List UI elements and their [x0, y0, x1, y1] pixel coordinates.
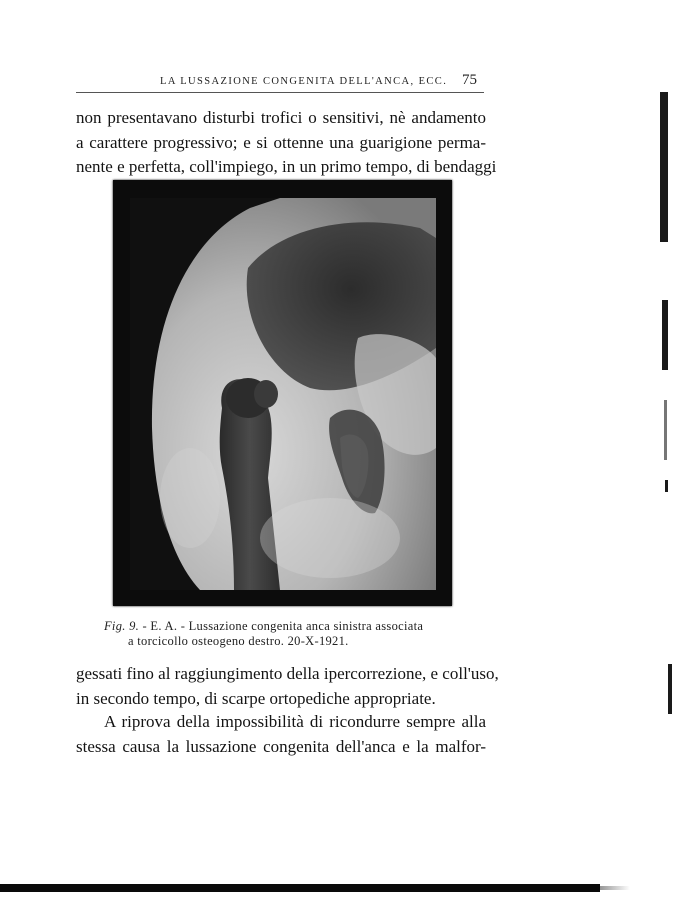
running-header: LA LUSSAZIONE CONGENITA DELL'ANCA, ECC. [160, 76, 448, 87]
scan-edge-mark [662, 300, 668, 370]
figure-frame [113, 180, 452, 606]
xray-image [130, 198, 436, 590]
scan-bottom-edge [0, 884, 600, 892]
figure-label: Fig. 9. [104, 619, 140, 633]
scan-edge-mark [665, 480, 668, 492]
paragraph-2 [76, 662, 499, 711]
caption-line-1: - E. A. - Lussazione congenita anca sinistra associata [142, 619, 424, 633]
caption-line-2: a torcicollo osteogeno destro. 20-X-1921. [128, 633, 349, 648]
page-number: 75 [462, 72, 477, 88]
text-line: a carattere progressivo; e si ottenne una guarigione perma- [76, 132, 486, 152]
text-line: nente e perfetta, coll'impiego, in un primo tempo, di bendaggi [76, 157, 497, 176]
text-line: gessati fino al raggiungimento della ipercorrezione, e coll'uso, [76, 664, 499, 683]
text-line: in secondo tempo, di scarpe ortopediche appropriate. [76, 688, 436, 708]
paragraph-1 [76, 106, 497, 180]
figure-caption [104, 619, 464, 648]
scan-edge-mark [660, 92, 668, 242]
text-line: stessa causa la lussazione congenita dell'anca e la malfor- [76, 736, 486, 756]
scan-edge-mark [664, 400, 667, 460]
text-line: non presentavano disturbi trofici o sensitivi, nè andamento [76, 108, 486, 127]
paragraph-3 [76, 710, 486, 759]
text-line: A riprova della impossibilità di ricondurre sempre alla [104, 712, 486, 731]
header-rule [76, 92, 484, 93]
scan-bottom-edge-tail [560, 886, 630, 890]
scan-edge-mark [668, 664, 672, 714]
